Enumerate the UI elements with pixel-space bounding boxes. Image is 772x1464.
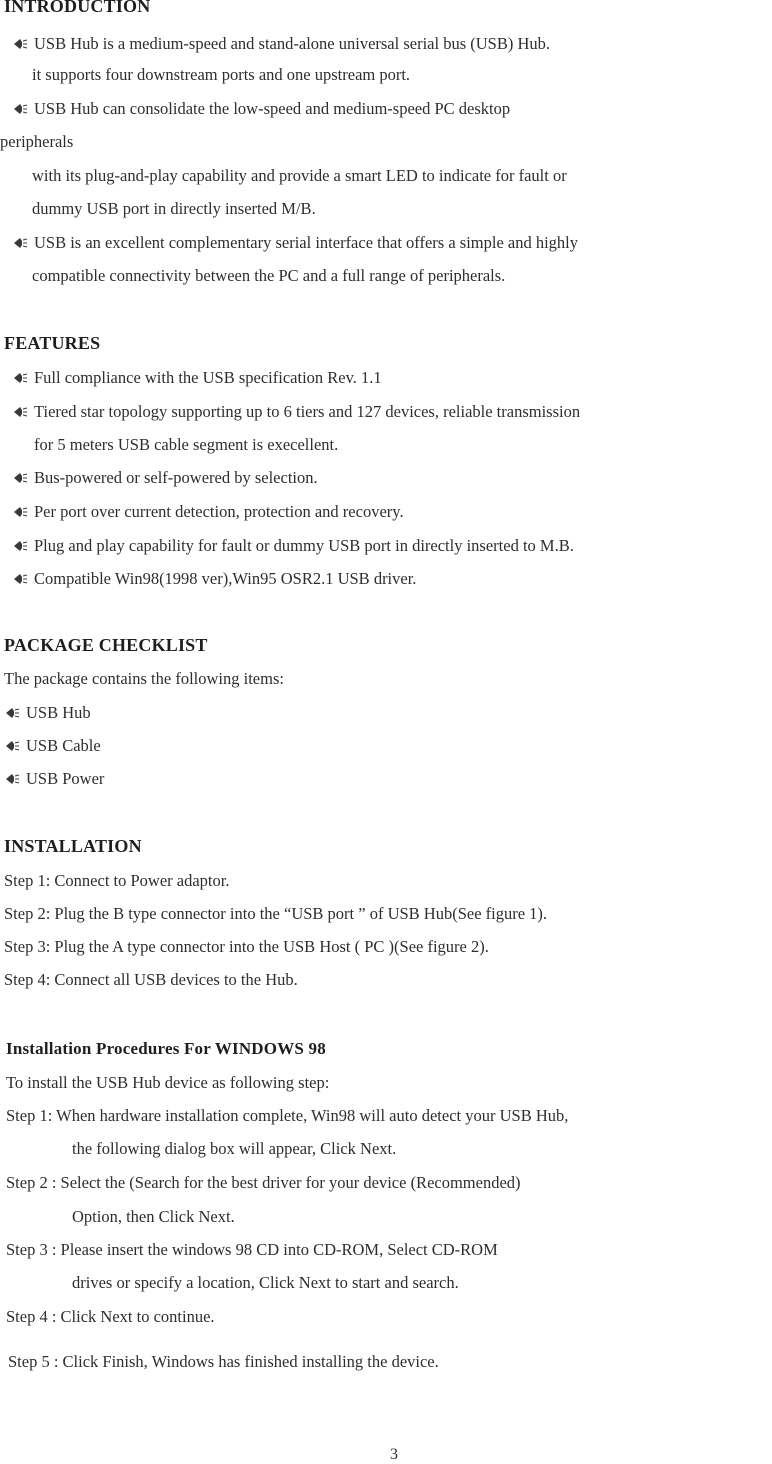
- win98-step-3: Step 3 : Please insert the windows 98 CD into CD-ROM, Select CD-ROM: [6, 1240, 498, 1259]
- intro-bullet-2-cont-1: peripherals: [0, 132, 74, 151]
- package-item-text: USB Cable: [26, 736, 101, 755]
- package-item-text: USB Power: [26, 769, 105, 788]
- intro-bullet-1: [12, 34, 550, 54]
- package-intro: The package contains the following items:: [4, 669, 284, 688]
- feature-2-cont: for 5 meters USB cable segment is execellent.: [34, 435, 339, 454]
- feature-3-text: Bus-powered or self-powered by selection.: [34, 468, 318, 487]
- bullet-icon: [4, 771, 20, 785]
- feature-4: [12, 502, 404, 522]
- feature-4-text: Per port over current detection, protection and recovery.: [34, 502, 404, 521]
- package-item-usb-cable: [4, 736, 101, 756]
- bullet-icon: [12, 504, 28, 518]
- package-item-text: USB Hub: [26, 703, 91, 722]
- installation-heading: INSTALLATION: [4, 836, 142, 856]
- feature-1: [12, 368, 382, 388]
- bullet-icon: [12, 370, 28, 384]
- bullet-icon: [12, 404, 28, 418]
- page-number: 3: [390, 1446, 398, 1463]
- win98-step-1-cont: the following dialog box will appear, Click Next.: [72, 1139, 397, 1158]
- win98-step-2-cont: Option, then Click Next.: [72, 1207, 235, 1226]
- intro-bullet-1-text: USB Hub is a medium-speed and stand-alone universal serial bus (USB) Hub.: [34, 34, 550, 53]
- win98-step-2: Step 2 : Select the (Search for the best driver for your device (Recommended): [6, 1173, 521, 1192]
- installation-step-2: Step 2: Plug the B type connector into the “USB port ” of USB Hub(See figure 1).: [4, 904, 548, 923]
- package-item-usb-hub: [4, 703, 91, 723]
- bullet-icon: [12, 470, 28, 484]
- win98-step-5: Step 5 : Click Finish, Windows has finished installing the device.: [8, 1352, 439, 1371]
- feature-5-text: Plug and play capability for fault or dummy USB port in directly inserted to M.B.: [34, 536, 574, 555]
- intro-bullet-3-text: USB is an excellent complementary serial interface that offers a simple and highly: [34, 233, 579, 252]
- bullet-icon: [12, 101, 28, 115]
- introduction-heading: INTRODUCTION: [4, 0, 151, 16]
- bullet-icon: [12, 36, 28, 50]
- feature-2-text: Tiered star topology supporting up to 6 tiers and 127 devices, reliable transmission: [34, 402, 581, 421]
- win98-step-4: Step 4 : Click Next to continue.: [6, 1307, 215, 1326]
- installation-step-4: Step 4: Connect all USB devices to the Hub.: [4, 970, 298, 989]
- intro-bullet-2: [12, 99, 510, 119]
- win98-step-1: Step 1: When hardware installation complete, Win98 will auto detect your USB Hub,: [6, 1106, 569, 1125]
- installation-step-3: Step 3: Plug the A type connector into the USB Host ( PC )(See figure 2).: [4, 937, 489, 956]
- bullet-icon: [4, 705, 20, 719]
- features-heading: FEATURES: [4, 333, 101, 353]
- bullet-icon: [4, 738, 20, 752]
- intro-bullet-2-cont-3: dummy USB port in directly inserted M/B.: [32, 199, 316, 218]
- feature-5: [12, 536, 574, 556]
- bullet-icon: [12, 538, 28, 552]
- bullet-icon: [12, 571, 28, 585]
- intro-bullet-3-cont: compatible connectivity between the PC and a full range of peripherals.: [32, 266, 506, 285]
- win98-procedures-heading: Installation Procedures For WINDOWS 98: [6, 1039, 326, 1058]
- feature-2: [12, 402, 580, 422]
- feature-6-text: Compatible Win98(1998 ver),Win95 OSR2.1 USB driver.: [34, 569, 417, 588]
- bullet-icon: [12, 235, 28, 249]
- feature-6: [12, 569, 416, 589]
- feature-1-text: Full compliance with the USB specification Rev. 1.1: [34, 368, 382, 387]
- intro-bullet-2-text: USB Hub can consolidate the low-speed and medium-speed PC desktop: [34, 99, 511, 118]
- intro-bullet-3: [12, 233, 578, 253]
- package-checklist-heading: PACKAGE CHECKLIST: [4, 635, 208, 655]
- win98-step-3-cont: drives or specify a location, Click Next to start and search.: [72, 1273, 459, 1292]
- intro-bullet-1-cont: it supports four downstream ports and one upstream port.: [32, 65, 411, 84]
- intro-bullet-2-cont-2: with its plug-and-play capability and provide a smart LED to indicate for fault or: [32, 166, 567, 185]
- feature-3: [12, 468, 318, 488]
- installation-step-1: Step 1: Connect to Power adaptor.: [4, 871, 230, 890]
- package-item-usb-power: [4, 769, 104, 789]
- win98-intro: To install the USB Hub device as following step:: [6, 1073, 330, 1092]
